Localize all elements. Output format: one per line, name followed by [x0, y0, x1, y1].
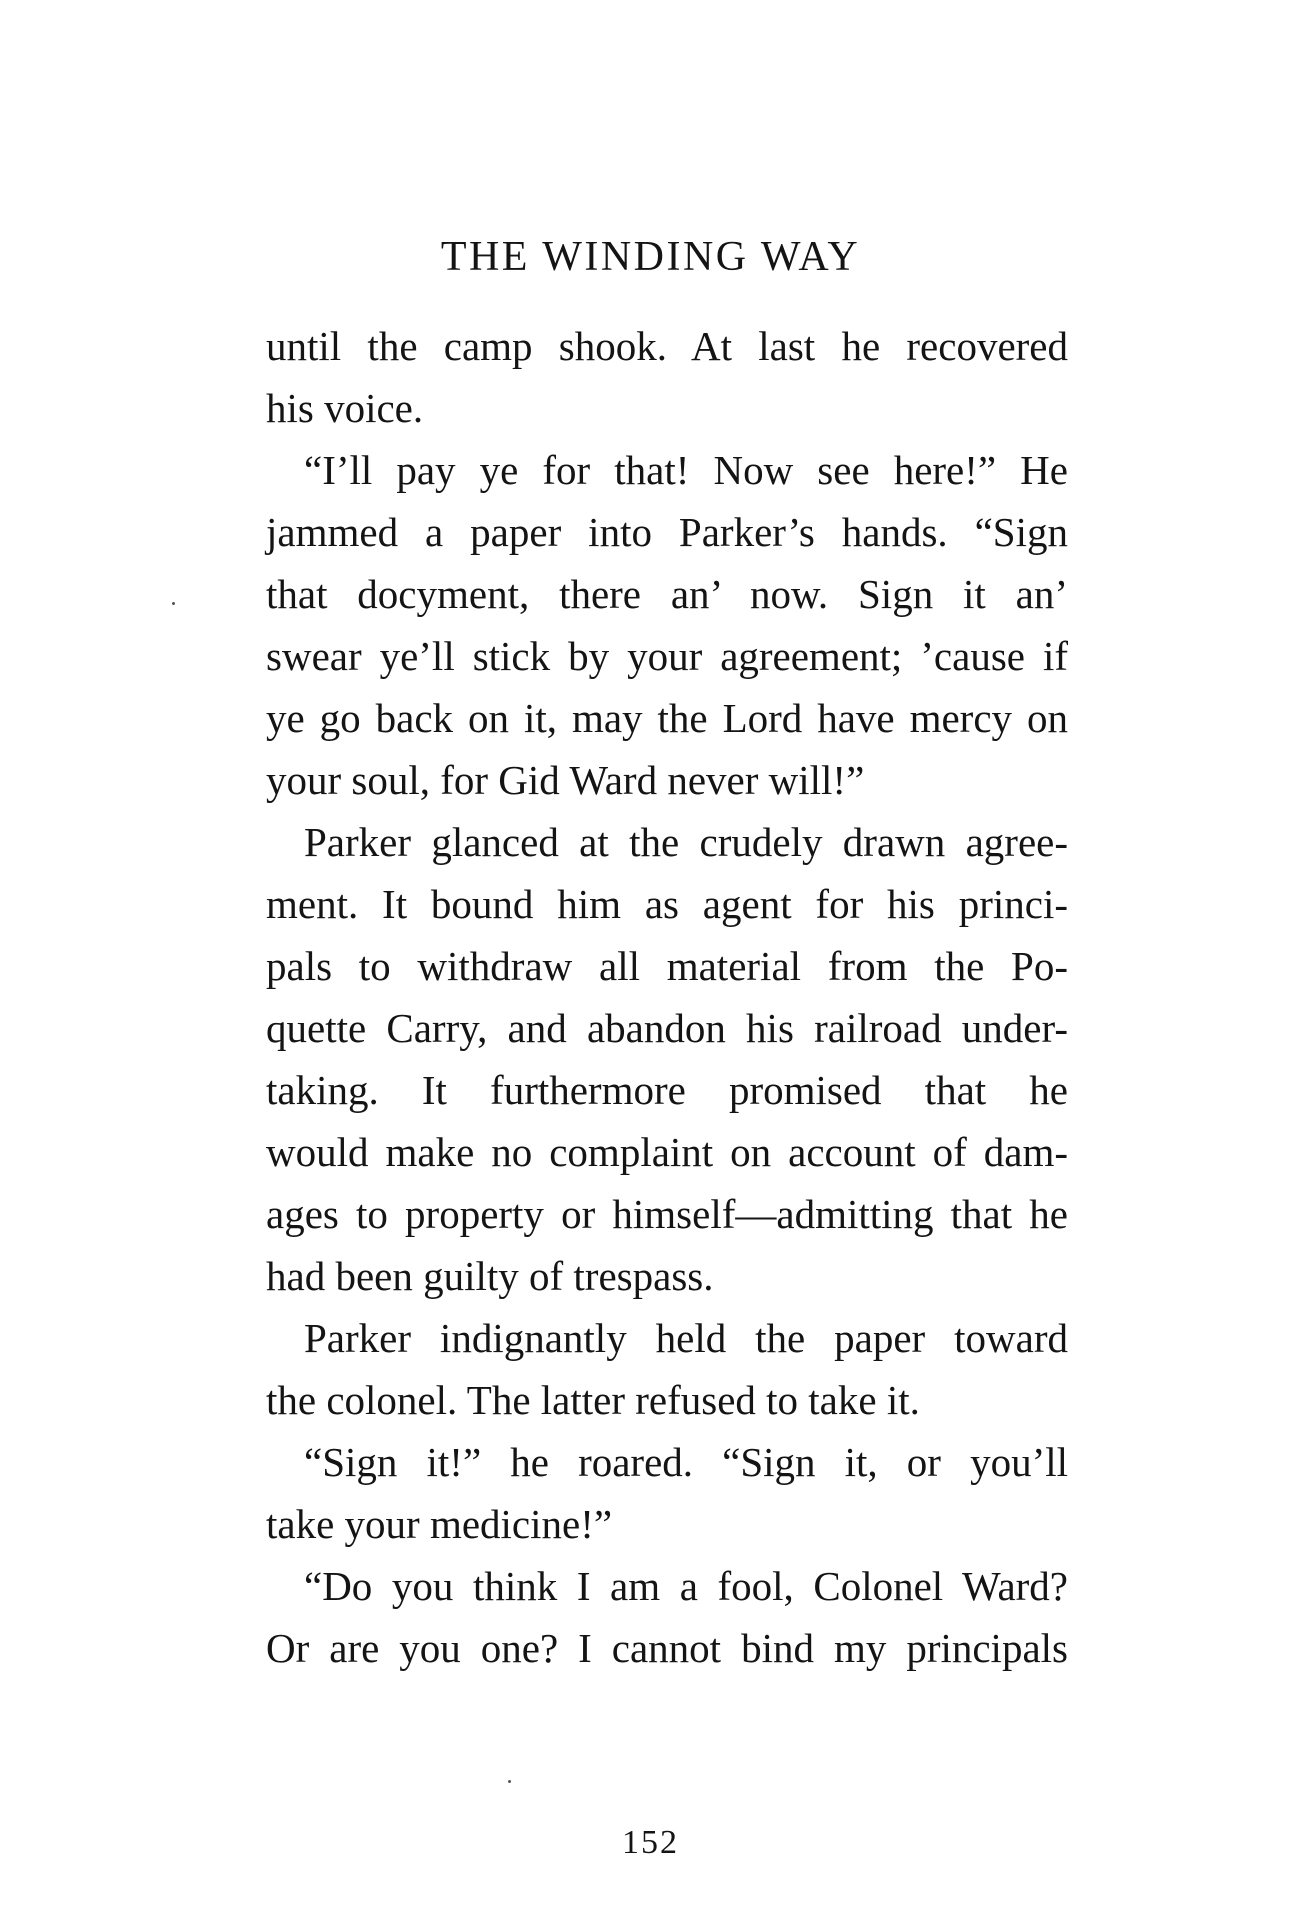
text-line: that docyment, there an’ now. Sign it an’ — [266, 571, 1068, 617]
text-line: until the camp shook. At last he recovered — [266, 323, 1068, 369]
text-line: ye go back on it, may the Lord have mercy on — [266, 695, 1068, 741]
text-line: quette Carry, and abandon his railroad under- — [266, 1005, 1068, 1051]
body-text — [266, 315, 1068, 1679]
text-line: taking. It furthermore promised that he — [266, 1067, 1068, 1113]
text-line: Or are you one? I cannot bind my principals — [266, 1625, 1068, 1671]
text-line: jammed a paper into Parker’s hands. “Sign — [266, 509, 1068, 555]
text-line: ment. It bound him as agent for his princi- — [266, 881, 1068, 927]
text-line: would make no complaint on account of dam- — [266, 1129, 1068, 1175]
text-line: “Sign it!” he roared. “Sign it, or you’ll — [304, 1439, 1068, 1485]
text-line: Parker indignantly held the paper toward — [304, 1315, 1068, 1361]
running-head: THE WINDING WAY — [440, 234, 861, 280]
text-line: swear ye’ll stick by your agreement; ’cause if — [266, 633, 1068, 679]
text-line: had been guilty of trespass. — [266, 1253, 714, 1299]
text-line: pals to withdraw all material from the Po- — [266, 943, 1068, 989]
scan-speck — [508, 1780, 511, 1783]
text-line: ages to property or himself—admitting that he — [266, 1191, 1068, 1237]
text-line: your soul, for Gid Ward never will!” — [266, 757, 865, 803]
text-line: his voice. — [266, 385, 424, 431]
page-number: 152 — [622, 1824, 679, 1861]
text-line: the colonel. The latter refused to take it. — [266, 1377, 920, 1423]
text-line: “Do you think I am a fool, Colonel Ward? — [304, 1563, 1068, 1609]
text-line: take your medicine!” — [266, 1501, 613, 1547]
scan-speck — [172, 602, 175, 605]
text-line: Parker glanced at the crudely drawn agree- — [304, 819, 1068, 865]
text-line: “I’ll pay ye for that! Now see here!” He — [304, 447, 1068, 493]
